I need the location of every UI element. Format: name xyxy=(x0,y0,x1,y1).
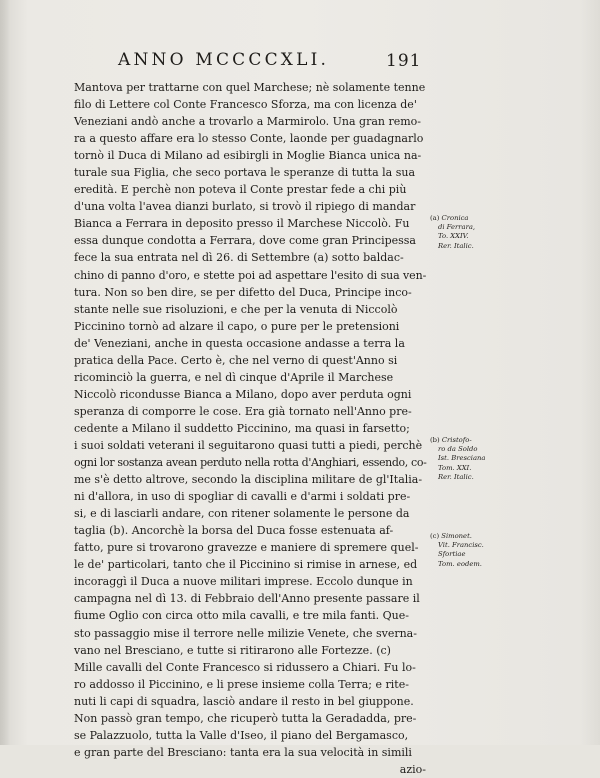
text-line: speranza di comporre le cose. Era già tornato nell'Anno pre- xyxy=(74,404,412,418)
text-line: Mille cavalli del Conte Francesco si ridussero a Chiari. Fu lo- xyxy=(74,660,416,674)
text-line: fatto, pure si trovarono gravezze e maniere di spremere quel- xyxy=(74,541,419,555)
note-text: Cristofo- xyxy=(441,436,472,444)
text-line: si, e di lasciarli andare, con ritener solamente le persone da xyxy=(74,507,410,521)
running-title: ANNO MCCCCXLI. xyxy=(118,50,330,70)
note-text: Tom. XXI. xyxy=(438,463,472,472)
text-line: stante nelle sue risoluzioni, e che per la venuta di Niccolò xyxy=(74,302,398,316)
text-line: filo di Lettere col Conte Francesco Sforza, ma con licenza de' xyxy=(74,98,417,112)
marginal-note-c xyxy=(430,532,505,569)
text-line: le de' particolari, tanto che il Piccinino si rimise in arnese, ed xyxy=(74,558,418,572)
text-line: de' Veneziani, anche in questa occasione andasse a terra la xyxy=(74,336,405,350)
text-line: ogni lor sostanza avean perduto nella rotta d'Anghiari, essendo, co- xyxy=(74,456,427,470)
text-line: vano nel Bresciano, e tutte si ritirarono alle Fortezze. (c) xyxy=(74,643,391,657)
text-line: Mantova per trattarne con quel Marchese; nè solamente tenne xyxy=(74,81,426,94)
note-text: To. XXIV. xyxy=(438,232,469,241)
text-line: Piccinino tornò ad alzare il capo, o pure per le pretensioni xyxy=(74,319,400,333)
text-line: sto passaggio mise il terrore nelle milizie Venete, che sverna- xyxy=(74,626,417,640)
text-line: Non passò gran tempo, che ricuperò tutta la Geradadda, pre- xyxy=(74,711,417,725)
note-text: Tom. eodem. xyxy=(438,559,482,568)
note-text: Rer. Italic. xyxy=(438,241,474,250)
page-gutter-shadow xyxy=(0,0,10,745)
text-line: d'una volta l'avea dianzi burlato, si trovò il ripiego di mandar xyxy=(74,200,416,214)
text-line: tornò il Duca di Milano ad esibirgli in Moglie Bianca unica na- xyxy=(74,149,422,163)
text-line: fece la sua entrata nel dì 26. di Settembre (a) sotto baldac- xyxy=(74,251,404,265)
marginal-note-b xyxy=(430,436,505,482)
note-text: Ist. Bresciana xyxy=(438,454,486,463)
text-line: incoraggì il Duca a nuove militari imprese. Eccolo dunque in xyxy=(74,575,413,589)
text-line: Niccolò ricondusse Bianca a Milano, dopo aver perduta ogni xyxy=(74,387,412,401)
text-line: ni d'allora, in uso di spogliar di cavalli e d'armi i soldati pre- xyxy=(74,490,411,504)
text-line: ra a questo affare era lo stesso Conte, laonde per guadagnarlo xyxy=(74,132,424,146)
note-text: Simonet. xyxy=(441,532,472,540)
text-line: campagna nel dì 13. di Febbraio dell'Anno presente passare il xyxy=(74,592,420,606)
note-text: di Ferrara, xyxy=(438,223,476,232)
text-line: me s'è detto altrove, secondo la disciplina militare de gl'Italia- xyxy=(74,473,423,487)
text-line: nuti li capi di squadra, lasciò andare il resto in bel giuppone. xyxy=(74,694,414,708)
text-line: pratica della Pace. Certo è, che nel verno di quest'Anno si xyxy=(74,353,398,367)
text-line: cedente a Milano il suddetto Piccinino, ma quasi in farsetto; xyxy=(74,421,410,435)
text-line: eredità. E perchè non poteva il Conte prestar fede a chi più xyxy=(74,183,407,197)
text-line: e gran parte del Bresciano: tanta era la sua velocità in simili xyxy=(74,745,412,759)
text-line: i suoi soldati veterani il seguitarono quasi tutti a piedi, perchè xyxy=(74,438,423,452)
note-text: ro da Soldo xyxy=(438,445,478,454)
note-marker: (a) xyxy=(430,214,440,222)
note-text: Vit. Francisc. xyxy=(438,541,484,550)
text-line: azio- xyxy=(399,762,426,776)
text-line: turale sua Figlia, che seco portava le speranze di tutta la sua xyxy=(74,166,416,180)
text-line: tura. Non so ben dire, se per difetto del Duca, Principe inco- xyxy=(74,285,412,299)
text-line: ricominciò la guerra, e nel dì cinque d'Aprile il Marchese xyxy=(74,370,394,384)
page-header xyxy=(0,50,600,78)
note-text: Cronica xyxy=(441,214,469,222)
note-text: Sfortiae xyxy=(438,550,466,559)
note-marker: (c) xyxy=(430,532,440,540)
note-marker: (b) xyxy=(430,436,440,444)
text-line: essa dunque condotta a Ferrara, dove come gran Principessa xyxy=(74,234,416,248)
text-line: Veneziani andò anche a trovarlo a Marmirolo. Una gran remo- xyxy=(74,115,422,129)
text-line: se Palazzuolo, tutta la Valle d'Iseo, il piano del Bergamasco, xyxy=(74,728,409,742)
text-line: fiume Oglio con circa otto mila cavalli, e tre mila fanti. Que- xyxy=(74,609,409,623)
note-text: Rer. Italic. xyxy=(438,472,474,481)
marginal-note-a xyxy=(430,214,505,251)
page-number: 191 xyxy=(386,51,422,71)
text-line: ro addosso il Piccinino, e li prese insieme colla Terra; e rite- xyxy=(74,677,409,691)
text-line: taglia (b). Ancorchè la borsa del Duca fosse estenuata af- xyxy=(74,524,394,538)
text-line: chino di panno d'oro, e stette poi ad aspettare l'esito di sua ven- xyxy=(74,268,427,282)
text-line: Bianca a Ferrara in deposito presso il Marchese Niccolò. Fu xyxy=(74,217,410,231)
main-text-column xyxy=(74,79,426,778)
